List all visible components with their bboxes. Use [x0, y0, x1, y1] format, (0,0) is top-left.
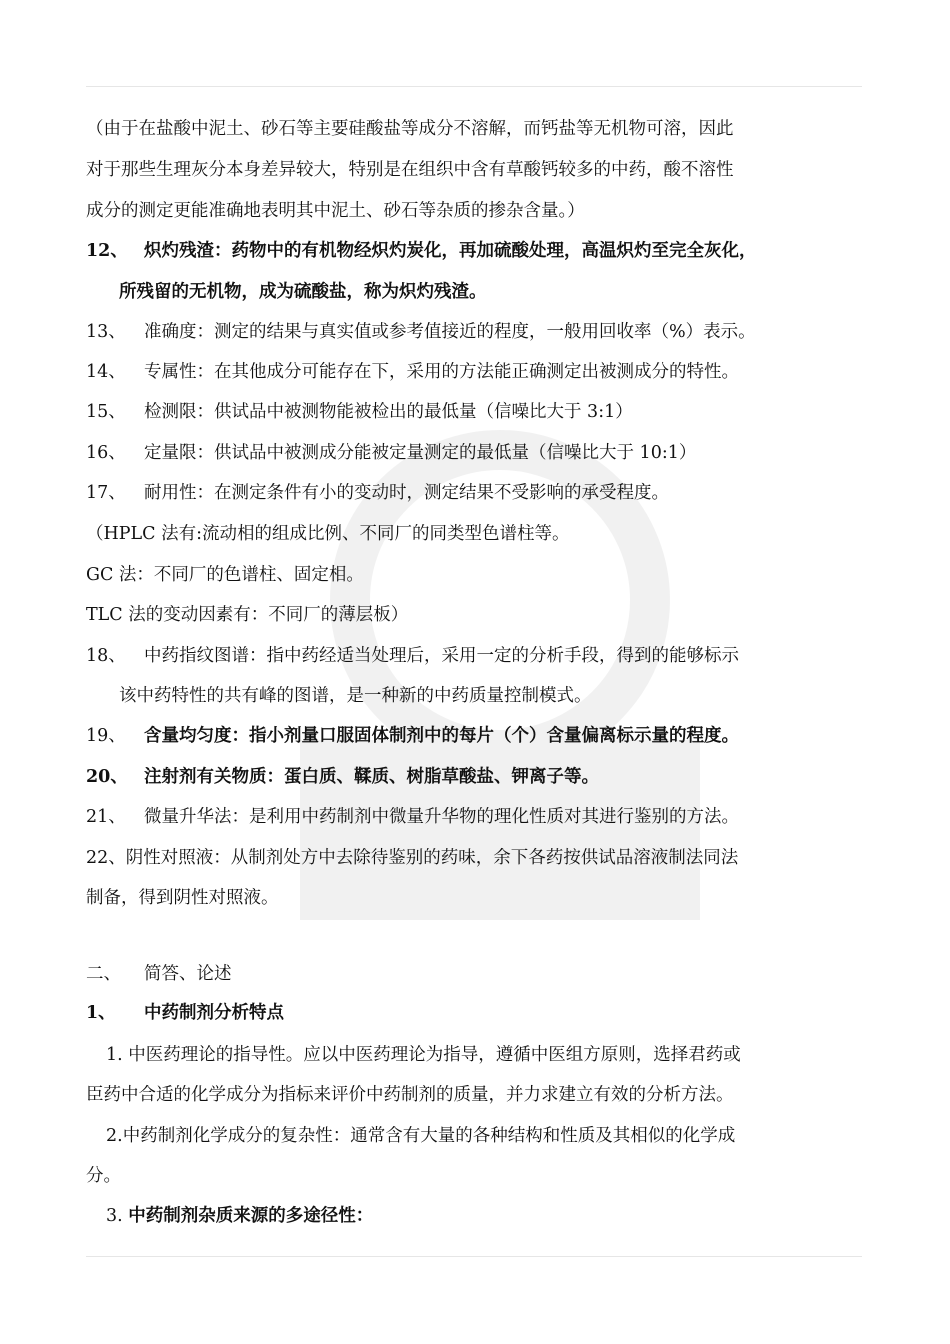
question-1-title: 中药制剂分析特点	[144, 1003, 284, 1023]
item-16-text: 定量限：供试品中被测成分能被定量测定的最低量（信噪比大于 10:1）	[144, 443, 697, 463]
item-17-text: 耐用性：在测定条件有小的变动时，测定结果不受影响的承受程度。	[144, 483, 669, 503]
item-12-number: 12、	[86, 241, 128, 261]
top-rule	[86, 86, 862, 87]
item-18-text: 中药指纹图谱：指中药经适当处理后，采用一定的分析手段，得到的能够标示	[144, 646, 739, 666]
item-20-number: 20、	[86, 767, 128, 787]
point-3-number: 3.	[106, 1206, 129, 1226]
item-14-number: 14、	[86, 362, 126, 382]
item-21-number: 21、	[86, 807, 126, 827]
item-21	[86, 806, 739, 828]
item-12-continuation: 所残留的无机物，成为硫酸盐，称为炽灼残渣。	[119, 282, 487, 302]
item-19-number: 19、	[86, 726, 126, 746]
question-1-heading	[86, 1002, 284, 1024]
item-14-text: 专属性：在其他成分可能存在下，采用的方法能正确测定出被测成分的特性。	[144, 362, 739, 382]
item-13-text: 准确度：测定的结果与真实值或参考值接近的程度，一般用回收率（%）表示。	[144, 322, 756, 342]
note-tlc: TLC 法的变动因素有：不同厂的薄层板）	[86, 605, 409, 625]
section-2-number: 二、	[86, 964, 121, 984]
item-12	[86, 240, 757, 262]
item-17-number: 17、	[86, 483, 126, 503]
item-12-text: 炽灼残渣：药物中的有机物经炽灼炭化，再加硫酸处理，高温炽灼至完全灰化，	[144, 241, 757, 261]
item-16-number: 16、	[86, 443, 126, 463]
point-3	[106, 1205, 373, 1227]
item-20	[86, 766, 599, 788]
point-2: 2.中药制剂化学成分的复杂性：通常含有大量的各种结构和性质及其相似的化学成	[106, 1126, 736, 1146]
intro-line-3: 成分的测定更能准确地表明其中泥土、砂石等杂质的掺杂含量。）	[86, 201, 585, 221]
item-15	[86, 401, 633, 423]
item-22: 22、阴性对照液：从制剂处方中去除待鉴别的药味，余下各药按供试品溶液制法同法	[86, 848, 739, 868]
item-19	[86, 725, 739, 747]
intro-line-2: 对于那些生理灰分本身差异较大，特别是在组织中含有草酸钙较多的中药，酸不溶性	[86, 160, 734, 180]
point-1-continuation: 臣药中合适的化学成分为指标来评价中药制剂的质量，并力求建立有效的分析方法。	[86, 1085, 734, 1105]
item-19-text: 含量均匀度：指小剂量口服固体制剂中的每片（个）含量偏离标示量的程度。	[144, 726, 739, 746]
point-2-continuation: 分。	[86, 1166, 121, 1186]
section-2-heading	[86, 963, 232, 985]
item-22-continuation: 制备，得到阴性对照液。	[86, 888, 279, 908]
item-18	[86, 645, 739, 667]
item-15-number: 15、	[86, 402, 126, 422]
item-18-number: 18、	[86, 646, 126, 666]
item-13-number: 13、	[86, 322, 126, 342]
note-hplc: （HPLC 法有:流动相的组成比例、不同厂的同类型色谱柱等。	[86, 524, 570, 544]
item-13	[86, 321, 756, 343]
item-18-continuation: 该中药特性的共有峰的图谱，是一种新的中药质量控制模式。	[119, 686, 592, 706]
item-16	[86, 442, 696, 464]
item-15-text: 检测限：供试品中被测物能被检出的最低量（信噪比大于 3:1）	[144, 402, 633, 422]
bottom-rule	[86, 1256, 862, 1257]
item-14	[86, 361, 739, 383]
intro-line-1: （由于在盐酸中泥土、砂石等主要硅酸盐等成分不溶解，而钙盐等无机物可溶，因此	[86, 119, 734, 139]
point-1: 1. 中医药理论的指导性。应以中医药理论为指导，遵循中医组方原则，选择君药或	[106, 1045, 741, 1065]
note-gc: GC 法：不同厂的色谱柱、固定相。	[86, 565, 364, 585]
item-21-text: 微量升华法：是利用中药制剂中微量升华物的理化性质对其进行鉴别的方法。	[144, 807, 739, 827]
item-20-text: 注射剂有关物质：蛋白质、鞣质、树脂草酸盐、钾离子等。	[144, 767, 599, 787]
item-17	[86, 482, 669, 504]
section-2-title: 简答、论述	[144, 964, 232, 984]
question-1-number: 1、	[86, 1003, 116, 1023]
point-3-text: 中药制剂杂质来源的多途径性：	[128, 1206, 374, 1226]
